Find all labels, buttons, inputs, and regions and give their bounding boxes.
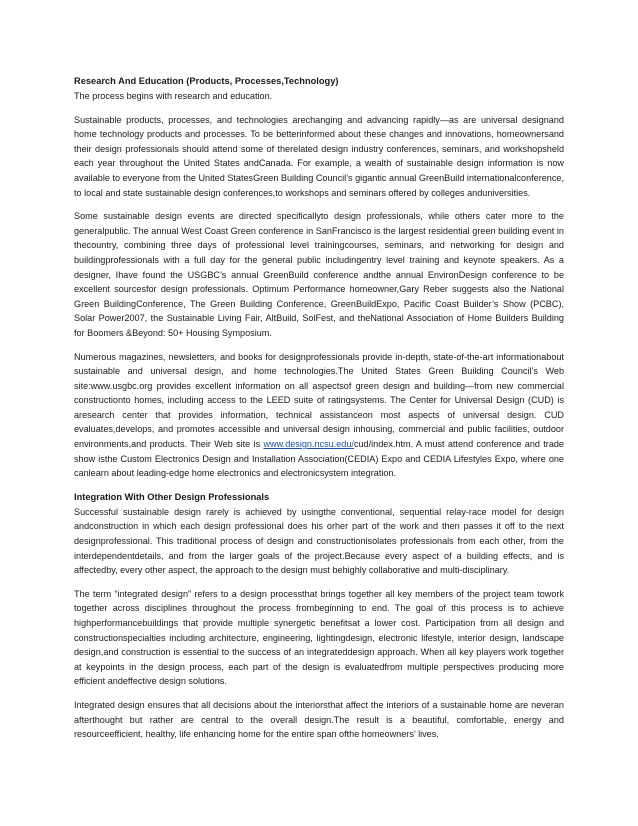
research-intro: The process begins with research and education.: [74, 91, 273, 101]
integration-heading: Integration With Other Design Professionals: [74, 491, 270, 502]
integration-paragraph-2: The term “integrated design” refers to a design processthat brings together all key members of the project team towork together across disciplines throughout the process frombeginning to end. The goal of this process is to achieve highperformancebuildings that provide multiple synergetic benefitsat a lower cost. Participation from all design and constructionspecialties including architecture, engineering, lightingdesign, electronic lifestyle, interior design, landscape design,and construction is essential to the success of an integrateddesign approach. When all key players work together at keypoints in the design process, each part of the design is evaluatedfrom multiple perspectives producing more efficient andeffective design solutions.: [74, 588, 564, 687]
integration-paragraph-3: Integrated design ensures that all decisions about the interiorsthat affect the interiors of a sustainable home are neveran afterthought but rather are central to the overall design.The result is a beautiful, comfortable, energy and resourceefficient, healthy, life enhancing home for the entire span ofthe homeowners’ lives.: [74, 699, 564, 740]
research-paragraph-2: Some sustainable design events are directed specificallyto design professionals, while others cater more to the generalpublic. The annual West Coast Green conference in SanFrancisco is the largest residential green building event in thecountry, combining three days of professional level trainingcourses, seminars, and networking for design and buildingprofessionals with a full day for the general public includingentry level training and keynote speakers. As a designer, Ihave found the USGBC’s annual GreenBuild conference andthe annual EnvironDesign conference to be excellent sourcesfor design professionals. Optimum Performance homeowner,Gary Reber suggests also the National Green BuildingConference, The Green Building Conference, GreenBuildExpo, Pacific Coast Builder’s Show (PCBC), Solar Power2007, the Sustainable Living Fair, AltBuild, SolFest, and theNational Association of Home Builders Building for Boomers &Beyond: 50+ Housing Symposium.: [74, 211, 564, 338]
research-paragraph-3-text-a: Numerous magazines, newsletters, and books for designprofessionals provide in-depth, state-of-the-art informationabout sustainable and universal design, and home technologies.The United States Green Building Council’s Web site:www.usgbc.org provides excellent information on all aspectsof green design and building—from new commercial constructionto homes, including access to the LEED suite of ratingsystems. The Center for Universal Design (CUD) is aresearch center that provides information, technical assistanceon most aspects of universal design. CUD evaluates,develops, and promotes accessible and universal design inhousing, commercial and public facilities, outdoor environments,and products. Their Web site is: [74, 351, 564, 450]
research-paragraph-1: Sustainable products, processes, and technologies arechanging and advancing rapidly—as are universal designand home technology products and processes. To be betterinformed about these changes and innovations, homeownersand their design professionals should attend some of therelated design industry conferences, seminars, and workshopsheld each year throughout the United States andCanada. For example, a wealth of sustainable design information is now available to everyone from the United StatesGreen Building Council’s gigantic annual GreenBuild internationalconference, to local and state sustainable design conferences,to workshops and seminars offered by colleges anduniversities.: [74, 114, 564, 198]
research-paragraph-3-text-b: cud/index.htm. A must attend conference and trade show isthe Custom Electronics Design and Installation Association(CEDIA) Expo and CEDIA Lifestyles Expo, where one canlearn about leading-edge home electronics and electronicsystem integration.: [74, 439, 564, 479]
cud-website-link[interactable]: www.design.ncsu.edu/: [263, 439, 354, 450]
integration-paragraph-1: Successful sustainable design rarely is achieved by usingthe conventional, sequential relay-race model for design andconstruction in which each design professional does his orher part of the work and then passes it off to the next designprofessional. This traditional process of design and constructionisolates professionals from each other, from the interdependentdetails, and from the larger goals of the project.Because every aspect of a building effects, and is affectedby, every other aspect, the approach to the design must behighly collaborative and multi-disciplinary.: [74, 506, 564, 576]
research-paragraph-3: [74, 350, 564, 481]
research-heading: Research And Education (Products, Processes,Technology): [74, 76, 339, 86]
